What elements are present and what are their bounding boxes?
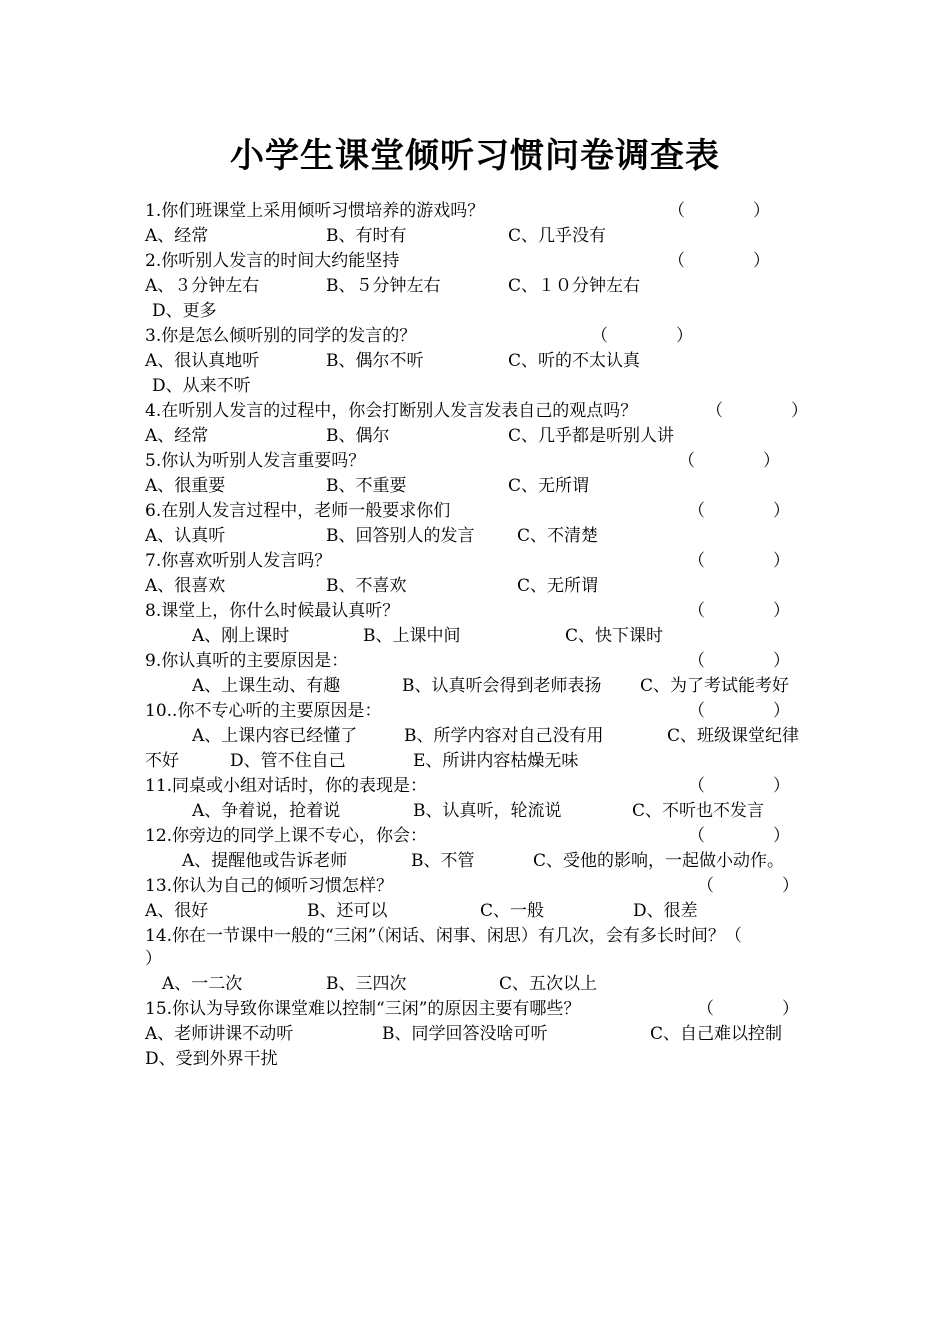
option-3c: C、听的不太认真 <box>508 351 641 371</box>
option-4a: A、经常 <box>145 426 209 446</box>
option-13a: A、很好 <box>145 901 209 921</box>
answer-paren-1[interactable]: （ ） <box>668 201 770 221</box>
answer-paren-15[interactable]: （ ） <box>697 999 799 1019</box>
option-13d: D、很差 <box>633 901 698 921</box>
option-7c: C、无所谓 <box>517 576 599 596</box>
option-15c: C、自己难以控制 <box>650 1024 783 1044</box>
option-11c: C、不听也不发言 <box>632 801 765 821</box>
option-3a: A、很认真地听 <box>145 351 260 371</box>
option-14a: A、一二次 <box>162 974 243 994</box>
option-10b: B、所学内容对自己没有用 <box>404 726 604 746</box>
answer-paren-8[interactable]: （ ） <box>688 601 790 621</box>
option-1c: C、几乎没有 <box>508 226 607 246</box>
question-12: 12.你旁边的同学上课不专心，你会： <box>145 826 428 846</box>
option-9b: B、认真听会得到老师表扬 <box>402 676 602 696</box>
option-10a: A、上课内容已经懂了 <box>192 726 358 746</box>
question-11: 11.同桌或小组对话时，你的表现是： <box>145 776 428 796</box>
option-2d: D、更多 <box>152 301 217 321</box>
question-15: 15.你认为导致你课堂难以控制“三闲”的原因主要有哪些？ <box>145 999 581 1019</box>
question-5: 5.你认为听别人发言重要吗？ <box>145 451 366 471</box>
option-10e: E、所讲内容枯燥无味 <box>413 751 579 771</box>
option-9c: C、为了考试能考好 <box>640 676 790 696</box>
answer-paren-3[interactable]: （ ） <box>591 326 693 346</box>
option-3d: D、从来不听 <box>152 376 251 396</box>
answer-paren-5[interactable]: （ ） <box>678 451 780 471</box>
question-2: 2.你听别人发言的时间大约能坚持 <box>145 251 400 271</box>
option-6c: C、不清楚 <box>517 526 599 546</box>
option-8a: A、刚上课时 <box>192 626 290 646</box>
option-2c: C、１０分钟左右 <box>508 276 641 296</box>
question-1: 1.你们班课堂上采用倾听习惯培养的游戏吗？ <box>145 201 485 221</box>
option-10c-continued: 不好 <box>145 751 179 771</box>
option-1b: B、有时有 <box>326 226 407 246</box>
option-15d: D、受到外界干扰 <box>145 1049 278 1069</box>
option-8b: B、上课中间 <box>363 626 461 646</box>
answer-paren-12[interactable]: （ ） <box>688 826 790 846</box>
question-14: 14.你在一节课中一般的“三闲”（闲话、闲事、闲思）有几次，会有多长时间？（ <box>145 926 742 946</box>
question-9: 9.你认真听的主要原因是： <box>145 651 349 671</box>
question-4: 4.在听别人发言的过程中，你会打断别人发言发表自己的观点吗？ <box>145 401 638 421</box>
option-5b: B、不重要 <box>326 476 407 496</box>
option-10d: D、管不住自己 <box>230 751 346 771</box>
option-12c: C、受他的影响，一起做小动作。 <box>533 851 785 871</box>
option-5a: A、很重要 <box>145 476 226 496</box>
option-2a: A、３分钟左右 <box>145 276 260 296</box>
option-9a: A、上课生动、有趣 <box>192 676 341 696</box>
question-6: 6.在别人发言过程中，老师一般要求你们 <box>145 501 451 521</box>
option-13c: C、一般 <box>480 901 545 921</box>
answer-paren-6[interactable]: （ ） <box>688 501 790 521</box>
option-7a: A、很喜欢 <box>145 576 226 596</box>
option-4b: B、偶尔 <box>326 426 390 446</box>
option-12a: A、提醒他或告诉老师 <box>182 851 348 871</box>
page-title: 小学生课堂倾听习惯问卷调查表 <box>230 136 720 176</box>
question-7: 7.你喜欢听别人发言吗？ <box>145 551 332 571</box>
option-11a: A、争着说，抢着说 <box>192 801 341 821</box>
option-15b: B、同学回答没啥可听 <box>382 1024 548 1044</box>
answer-paren-13[interactable]: （ ） <box>697 876 799 896</box>
option-12b: B、不管 <box>411 851 475 871</box>
question-13: 13.你认为自己的倾听习惯怎样？ <box>145 876 394 896</box>
option-6a: A、认真听 <box>145 526 226 546</box>
option-6b: B、回答别人的发言 <box>326 526 475 546</box>
answer-paren-14[interactable]: ） <box>145 949 162 969</box>
option-4c: C、几乎都是听别人讲 <box>508 426 675 446</box>
option-8c: C、快下课时 <box>565 626 664 646</box>
question-10: 10..你不专心听的主要原因是： <box>145 701 382 721</box>
option-7b: B、不喜欢 <box>326 576 407 596</box>
answer-paren-2[interactable]: （ ） <box>668 251 770 271</box>
answer-paren-9[interactable]: （ ） <box>688 651 790 671</box>
answer-paren-7[interactable]: （ ） <box>688 551 790 571</box>
option-2b: B、５分钟左右 <box>326 276 441 296</box>
option-11b: B、认真听，轮流说 <box>413 801 562 821</box>
option-14c: C、五次以上 <box>499 974 598 994</box>
option-14b: B、三四次 <box>326 974 407 994</box>
option-15a: A、老师讲课不动听 <box>145 1024 294 1044</box>
option-13b: B、还可以 <box>307 901 388 921</box>
option-3b: B、偶尔不听 <box>326 351 424 371</box>
option-5c: C、无所谓 <box>508 476 590 496</box>
question-8: 8.课堂上，你什么时候最认真听？ <box>145 601 400 621</box>
option-10c: C、班级课堂纪律 <box>667 726 800 746</box>
option-1a: A、经常 <box>145 226 209 246</box>
answer-paren-10[interactable]: （ ） <box>688 701 790 721</box>
answer-paren-11[interactable]: （ ） <box>688 776 790 796</box>
question-3: 3.你是怎么倾听别的同学的发言的？ <box>145 326 417 346</box>
answer-paren-4[interactable]: （ ） <box>706 401 808 421</box>
